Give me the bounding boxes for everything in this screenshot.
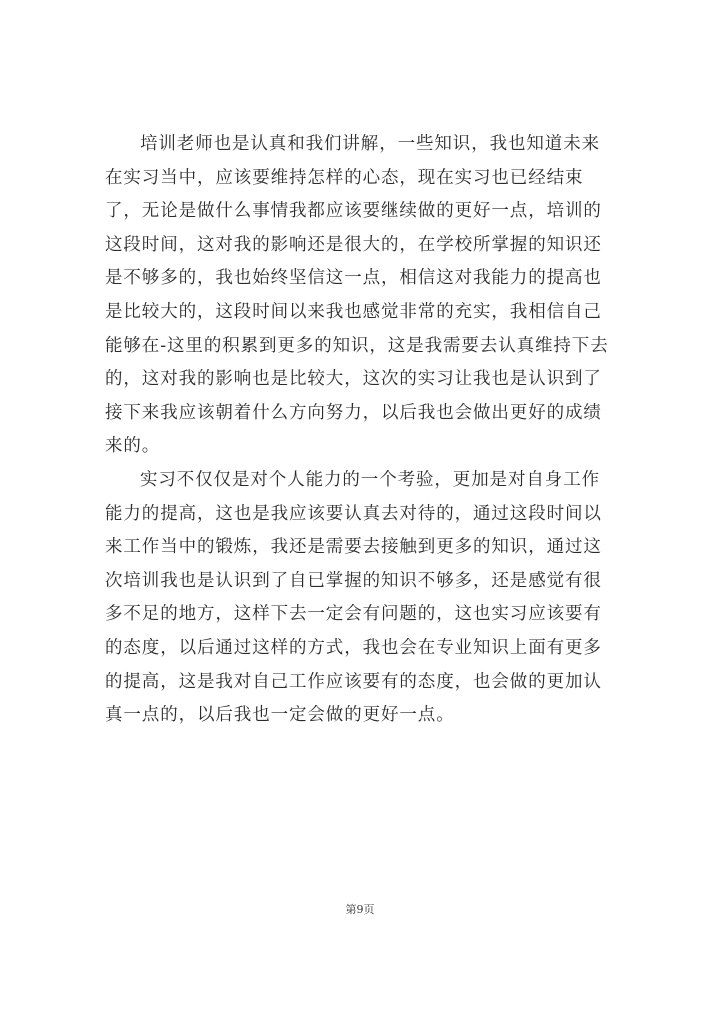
paragraph-2 <box>105 464 620 733</box>
paragraph-line: 接下来我应该朝着什么方向努力，以后我也会做出更好的成绩 <box>105 402 602 423</box>
paragraph-line: 这段时间，这对我的影响还是很大的，在学校所掌握的知识还 <box>105 234 602 255</box>
paragraph-line: 多不足的地方，这样下去一定会有问题的，这也实习应该要有 <box>105 604 602 625</box>
paragraph-line: 次培训我也是认识到了自已掌握的知识不够多，还是感觉有很 <box>105 570 602 591</box>
paragraph-line: 真一点的，以后我也一定会做的更好一点。 <box>105 705 455 726</box>
paragraph-line: 实习不仅仅是对个人能力的一个考验，更加是对自身工作 <box>140 469 600 490</box>
paragraph-line: 能够在-这里的积累到更多的知识，这是我需要去认真维持下去 <box>105 335 609 356</box>
paragraph-line: 的态度，以后通过这样的方式，我也会在专业知识上面有更多 <box>105 637 602 658</box>
paragraph-line: 了，无论是做什么事情我都应该要继续做的更好一点，培训的 <box>105 201 602 222</box>
document-body <box>105 128 620 733</box>
paragraph-line: 培训老师也是认真和我们讲解，一些知识，我也知道未来 <box>140 134 600 154</box>
page-footer <box>0 903 720 917</box>
paragraph-line: 来的。 <box>105 436 161 457</box>
paragraph-line: 的提高，这是我对自己工作应该要有的态度，也会做的更加认 <box>105 671 602 692</box>
paragraph-line: 在实习当中，应该要维持怎样的心态，现在实习也已经结束 <box>105 167 584 188</box>
paragraph-line: 能力的提高，这也是我应该要认真去对待的，通过这段时间以 <box>105 503 602 524</box>
paragraph-line: 来工作当中的锻炼，我还是需要去接触到更多的知识，通过这 <box>105 537 602 558</box>
page-number: 第9页 <box>345 903 375 916</box>
paragraph-line: 是比较大的，这段时间以来我也感觉非常的充实，我相信自己 <box>105 301 602 322</box>
paragraph-1 <box>105 128 620 464</box>
paragraph-line: 是不够多的，我也始终坚信这一点，相信这对我能力的提高也 <box>105 268 602 289</box>
paragraph-line: 的，这对我的影响也是比较大，这次的实习让我也是认识到了 <box>105 369 602 390</box>
